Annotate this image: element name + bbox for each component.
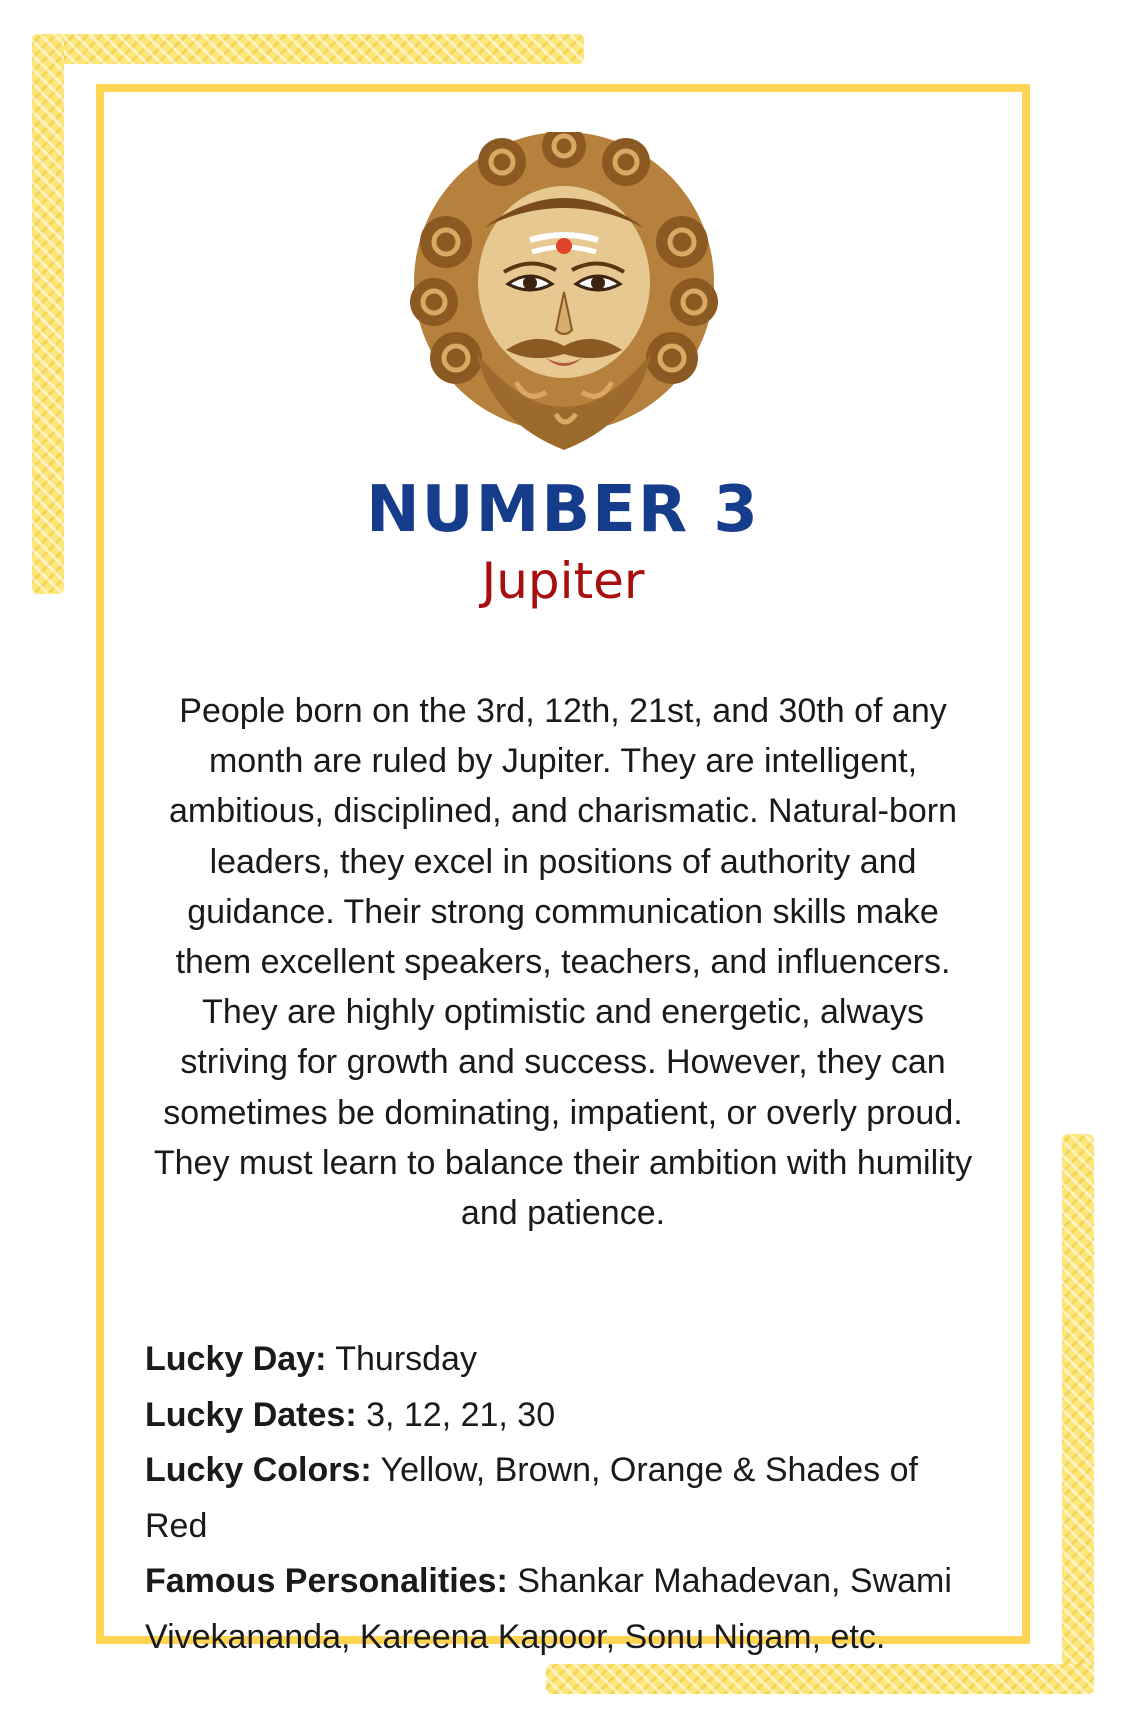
decorative-braid-right (1062, 1134, 1094, 1694)
lucky-colors-row (145, 1443, 985, 1554)
famous-personalities-row (145, 1554, 985, 1665)
jupiter-face-icon (406, 132, 722, 452)
lucky-colors-label: Lucky Colors: (145, 1451, 372, 1489)
lucky-dates-row (145, 1388, 985, 1444)
page-subtitle: Jupiter (481, 552, 645, 610)
lucky-day-label: Lucky Day: (145, 1340, 327, 1378)
lucky-details-list (145, 1332, 985, 1665)
page-title: NUMBER 3 (366, 473, 760, 547)
lucky-colors-value: Yellow, Brown, Orange & Shades of Red (145, 1451, 918, 1545)
decorative-braid-left (32, 34, 64, 594)
lucky-day-value: Thursday (326, 1340, 477, 1378)
famous-personalities-value: Shankar Mahadevan, Swami Vivekananda, Kareena Kapoor, Sonu Nigam, etc. (145, 1562, 952, 1656)
lucky-dates-value: 3, 12, 21, 30 (356, 1395, 556, 1434)
decorative-braid-bottom (546, 1664, 1094, 1694)
lucky-day-row (145, 1332, 985, 1388)
description-paragraph: People born on the 3rd, 12th, 21st, and 30th of any month are ruled by Jupiter. They are intelligent, ambitious, disciplined, and charismatic. Natural-born leaders, they excel in positions of authority and guidance. Their strong communication skills make them excellent speakers, teachers, and influencers. They are highly optimistic and energetic, always striving for growth and success. However, they can sometimes be dominating, impatient, or overly proud. They must learn to balance their ambition with humility and patience. (153, 692, 973, 1233)
famous-personalities-label: Famous Personalities: (145, 1562, 508, 1600)
decorative-braid-top (32, 34, 584, 64)
lucky-dates-label: Lucky Dates: (145, 1395, 357, 1434)
